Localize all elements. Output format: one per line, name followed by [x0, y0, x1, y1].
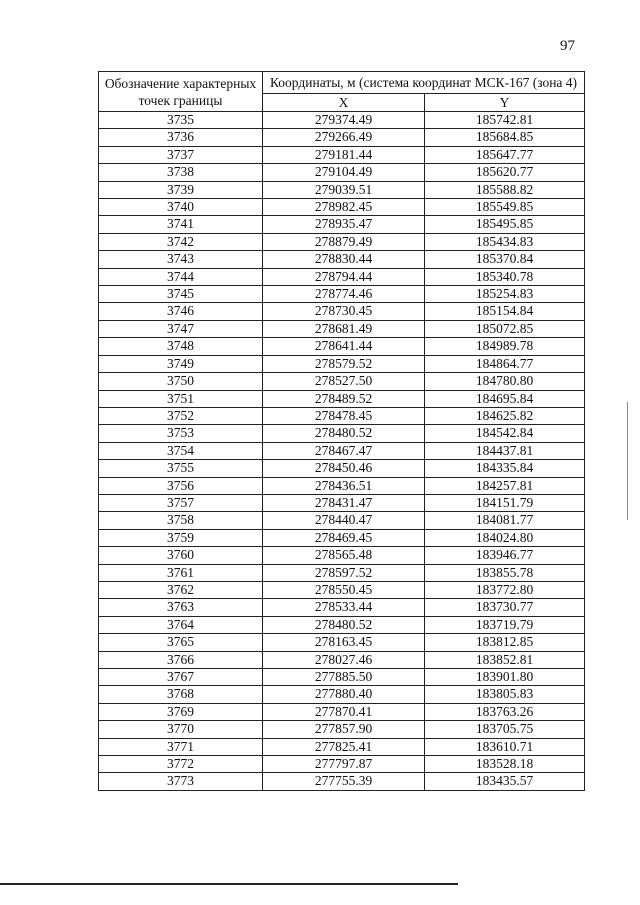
x-coordinate-cell: 278565.48	[263, 547, 425, 564]
table-row	[99, 634, 585, 651]
x-coordinate-cell: 278527.50	[263, 373, 425, 390]
x-coordinate-cell: 277797.87	[263, 756, 425, 773]
y-coordinate-cell: 185434.83	[425, 233, 585, 250]
x-coordinate-cell: 278163.45	[263, 634, 425, 651]
y-coordinate-cell: 184024.80	[425, 529, 585, 546]
table-row	[99, 442, 585, 459]
y-coordinate-cell: 185370.84	[425, 251, 585, 268]
table-row	[99, 512, 585, 529]
point-id-cell: 3759	[99, 529, 263, 546]
point-id-cell: 3743	[99, 251, 263, 268]
point-id-cell: 3765	[99, 634, 263, 651]
table-row	[99, 599, 585, 616]
point-id-cell: 3756	[99, 477, 263, 494]
table-row	[99, 320, 585, 337]
x-coordinate-cell: 278794.44	[263, 268, 425, 285]
point-id-cell: 3773	[99, 773, 263, 790]
x-coordinate-cell: 278431.47	[263, 494, 425, 511]
point-id-cell: 3751	[99, 390, 263, 407]
x-coordinate-cell: 277880.40	[263, 686, 425, 703]
bottom-rule	[0, 883, 458, 885]
table-row	[99, 703, 585, 720]
y-coordinate-cell: 184437.81	[425, 442, 585, 459]
table-row	[99, 721, 585, 738]
table-row	[99, 268, 585, 285]
x-coordinate-cell: 278467.47	[263, 442, 425, 459]
x-coordinate-cell: 277755.39	[263, 773, 425, 790]
table-row	[99, 286, 585, 303]
y-coordinate-cell: 183855.78	[425, 564, 585, 581]
x-coordinate-cell: 278469.45	[263, 529, 425, 546]
x-coordinate-cell: 278489.52	[263, 390, 425, 407]
table-row	[99, 773, 585, 790]
x-coordinate-cell: 278480.52	[263, 616, 425, 633]
table-row	[99, 129, 585, 146]
table-row	[99, 529, 585, 546]
table-row	[99, 407, 585, 424]
x-coordinate-cell: 279039.51	[263, 181, 425, 198]
y-coordinate-cell: 183901.80	[425, 669, 585, 686]
x-coordinate-cell: 278533.44	[263, 599, 425, 616]
y-coordinate-cell: 183763.26	[425, 703, 585, 720]
y-coordinate-cell: 184542.84	[425, 425, 585, 442]
point-id-cell: 3754	[99, 442, 263, 459]
y-coordinate-cell: 185340.78	[425, 268, 585, 285]
table-row	[99, 303, 585, 320]
point-id-cell: 3766	[99, 651, 263, 668]
point-id-cell: 3768	[99, 686, 263, 703]
y-coordinate-cell: 185154.84	[425, 303, 585, 320]
x-coordinate-cell: 277857.90	[263, 721, 425, 738]
header-y: Y	[425, 94, 585, 112]
y-coordinate-cell: 185742.81	[425, 112, 585, 129]
y-coordinate-cell: 185495.85	[425, 216, 585, 233]
x-coordinate-cell: 279266.49	[263, 129, 425, 146]
table-row	[99, 460, 585, 477]
point-id-cell: 3741	[99, 216, 263, 233]
y-coordinate-cell: 183946.77	[425, 547, 585, 564]
table-row	[99, 686, 585, 703]
point-id-cell: 3767	[99, 669, 263, 686]
point-id-cell: 3769	[99, 703, 263, 720]
y-coordinate-cell: 183730.77	[425, 599, 585, 616]
table-row	[99, 233, 585, 250]
y-coordinate-cell: 185647.77	[425, 146, 585, 163]
header-designation: Обозначение характерных точек границы	[99, 72, 263, 112]
point-id-cell: 3764	[99, 616, 263, 633]
table-row	[99, 355, 585, 372]
y-coordinate-cell: 183772.80	[425, 581, 585, 598]
x-coordinate-cell: 278774.46	[263, 286, 425, 303]
x-coordinate-cell: 278730.45	[263, 303, 425, 320]
y-coordinate-cell: 185684.85	[425, 129, 585, 146]
y-coordinate-cell: 185620.77	[425, 164, 585, 181]
y-coordinate-cell: 183852.81	[425, 651, 585, 668]
x-coordinate-cell: 278935.47	[263, 216, 425, 233]
table-row	[99, 669, 585, 686]
point-id-cell: 3736	[99, 129, 263, 146]
point-id-cell: 3757	[99, 494, 263, 511]
table-row	[99, 494, 585, 511]
table-row	[99, 425, 585, 442]
point-id-cell: 3747	[99, 320, 263, 337]
y-coordinate-cell: 184625.82	[425, 407, 585, 424]
y-coordinate-cell: 183812.85	[425, 634, 585, 651]
point-id-cell: 3749	[99, 355, 263, 372]
header-x: X	[263, 94, 425, 112]
x-coordinate-cell: 279104.49	[263, 164, 425, 181]
table-body	[99, 112, 585, 791]
point-id-cell: 3770	[99, 721, 263, 738]
x-coordinate-cell: 277885.50	[263, 669, 425, 686]
table-row	[99, 199, 585, 216]
point-id-cell: 3746	[99, 303, 263, 320]
point-id-cell: 3745	[99, 286, 263, 303]
x-coordinate-cell: 278597.52	[263, 564, 425, 581]
y-coordinate-cell: 185254.83	[425, 286, 585, 303]
table-row	[99, 146, 585, 163]
x-coordinate-cell: 279374.49	[263, 112, 425, 129]
table-row	[99, 338, 585, 355]
table-row	[99, 181, 585, 198]
point-id-cell: 3772	[99, 756, 263, 773]
table-row	[99, 112, 585, 129]
point-id-cell: 3744	[99, 268, 263, 285]
x-coordinate-cell: 278450.46	[263, 460, 425, 477]
table-row	[99, 738, 585, 755]
x-coordinate-cell: 278436.51	[263, 477, 425, 494]
y-coordinate-cell: 184695.84	[425, 390, 585, 407]
point-id-cell: 3763	[99, 599, 263, 616]
point-id-cell: 3760	[99, 547, 263, 564]
point-id-cell: 3750	[99, 373, 263, 390]
table-header	[99, 72, 585, 112]
table-row	[99, 616, 585, 633]
y-coordinate-cell: 185072.85	[425, 320, 585, 337]
point-id-cell: 3758	[99, 512, 263, 529]
y-coordinate-cell: 183610.71	[425, 738, 585, 755]
point-id-cell: 3755	[99, 460, 263, 477]
point-id-cell: 3739	[99, 181, 263, 198]
table-row	[99, 564, 585, 581]
x-coordinate-cell: 278027.46	[263, 651, 425, 668]
table-row	[99, 390, 585, 407]
table-row	[99, 581, 585, 598]
y-coordinate-cell: 183435.57	[425, 773, 585, 790]
y-coordinate-cell: 183528.18	[425, 756, 585, 773]
y-coordinate-cell: 183805.83	[425, 686, 585, 703]
y-coordinate-cell: 185588.82	[425, 181, 585, 198]
x-coordinate-cell: 278641.44	[263, 338, 425, 355]
table-row	[99, 164, 585, 181]
y-coordinate-cell: 183705.75	[425, 721, 585, 738]
point-id-cell: 3771	[99, 738, 263, 755]
point-id-cell: 3737	[99, 146, 263, 163]
point-id-cell: 3752	[99, 407, 263, 424]
table-row	[99, 477, 585, 494]
y-coordinate-cell: 184081.77	[425, 512, 585, 529]
point-id-cell: 3753	[99, 425, 263, 442]
y-coordinate-cell: 184780.80	[425, 373, 585, 390]
x-coordinate-cell: 279181.44	[263, 146, 425, 163]
x-coordinate-cell: 278480.52	[263, 425, 425, 442]
x-coordinate-cell: 278478.45	[263, 407, 425, 424]
x-coordinate-cell: 278982.45	[263, 199, 425, 216]
x-coordinate-cell: 277870.41	[263, 703, 425, 720]
table-row	[99, 373, 585, 390]
y-coordinate-cell: 185549.85	[425, 199, 585, 216]
point-id-cell: 3762	[99, 581, 263, 598]
header-coordinates: Координаты, м (система координат МСК-167 (зона 4)	[263, 72, 585, 94]
x-coordinate-cell: 278879.49	[263, 233, 425, 250]
y-coordinate-cell: 184151.79	[425, 494, 585, 511]
point-id-cell: 3761	[99, 564, 263, 581]
x-coordinate-cell: 278830.44	[263, 251, 425, 268]
table-row	[99, 756, 585, 773]
y-coordinate-cell: 183719.79	[425, 616, 585, 633]
point-id-cell: 3738	[99, 164, 263, 181]
boundary-coordinates-table	[98, 71, 585, 791]
table-row	[99, 251, 585, 268]
point-id-cell: 3748	[99, 338, 263, 355]
x-coordinate-cell: 278681.49	[263, 320, 425, 337]
y-coordinate-cell: 184864.77	[425, 355, 585, 372]
x-coordinate-cell: 277825.41	[263, 738, 425, 755]
point-id-cell: 3742	[99, 233, 263, 250]
table-row	[99, 547, 585, 564]
y-coordinate-cell: 184989.78	[425, 338, 585, 355]
x-coordinate-cell: 278550.45	[263, 581, 425, 598]
x-coordinate-cell: 278440.47	[263, 512, 425, 529]
table-row	[99, 216, 585, 233]
point-id-cell: 3740	[99, 199, 263, 216]
y-coordinate-cell: 184257.81	[425, 477, 585, 494]
point-id-cell: 3735	[99, 112, 263, 129]
table-row	[99, 651, 585, 668]
page-number: 97	[560, 38, 575, 54]
y-coordinate-cell: 184335.84	[425, 460, 585, 477]
margin-mark	[627, 402, 628, 520]
x-coordinate-cell: 278579.52	[263, 355, 425, 372]
